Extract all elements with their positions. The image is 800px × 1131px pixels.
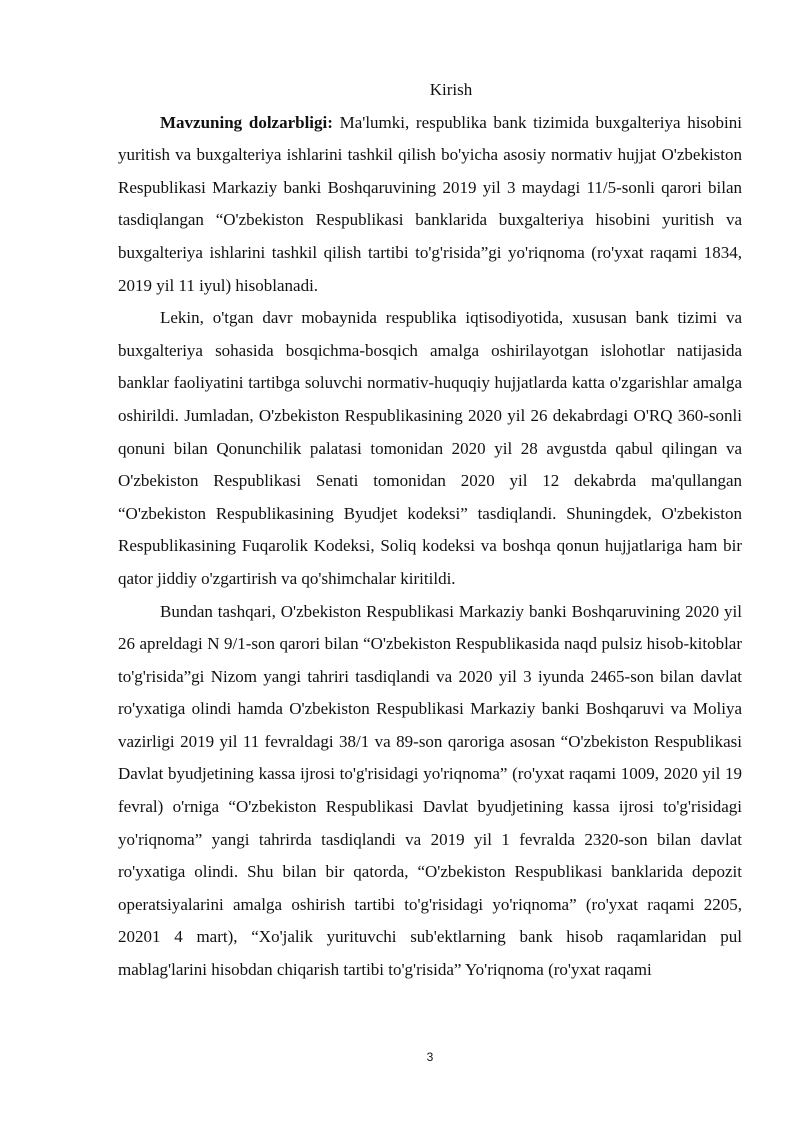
paragraph-3: Bundan tashqari, O'zbekiston Respublikasi Markaziy banki Boshqaruvining 2020 yil 26 apreldagi N 9/1-son qarori bilan “O'zbekiston Respublikasida naqd pulsiz hisob-kitoblar to'g'risida”gi Nizom yangi tahriri tasdiqlandi va 2020 yil 3 iyunda 2465-son bilan davlat ro'yxatiga olindi hamda O'zbekiston Respublikasi Markaziy banki Boshqaruvi va Moliya vazirligi 2019 yil 11 fevraldagi 38/1 va 89-son qaroriga asosan “O'zbekiston Respublikasi Davlat byudjetining kassa ijrosi to'g'risidagi yo'riqnoma” (ro'yxat raqami 1009, 2020 yil 19 fevral) o'rniga “O'zbekiston Respublikasi Davlat byudjetining kassa ijrosi to'g'risidagi yo'riqnoma” yangi tahrirda tasdiqlandi va 2019 yil 1 fevralda 2320-son bilan davlat ro'yxatiga olindi. Shu bilan bir qatorda, “O'zbekiston Respublikasi banklarida depozit operatsiyalarini amalga oshirish tartibi to'g'risidagi yo'riqnoma” (ro'yxat raqami 2205, 20201 4 mart), “Xo'jalik yurituvchi sub'ektlarning bank hisob raqamlaridan pul mablag'larini hisobdan chiqarish tartibi to'g'risida” Yo'riqnoma (ro'yxat raqami [118,601,742,980]
page-title: Kirish [429,80,473,99]
intro-bold-label: Mavzuning dolzarbligi: [160,112,333,132]
paragraph-1 [118,107,742,303]
paragraph-1-text: Ma'lumki, respublika bank tizimida buxgalteriya hisobini yuritish va buxgalteriya ishlarini tashkil qilish bo'yicha asosiy normativ hujjat O'zbekiston Respublikasi Markaziy banki Boshqaruvining 2019 yil 3 maydagi 11/5-sonli qarori bilan tasdiqlangan “O'zbekiston Respublikasi banklarida buxgalteriya hisobini yuritish va buxgalteriya ishlarini tashkil qilish tartibi to'g'risida”gi yo'riqnoma (ro'yxat raqami 1834, 2019 yil 11 iyul) hisoblanadi. [118,112,742,295]
document-body [118,74,742,987]
paragraph-2: Lekin, o'tgan davr mobaynida respublika iqtisodiyotida, xususan bank tizimi va buxgalteriya sohasida bosqichma-bosqich amalga oshirilayotgan islohotlar natijasida banklar faoliyatini tartibga soluvchi normativ-huquqiy hujjatlarda katta o'zgarishlar amalga oshirildi. Jumladan, O'zbekiston Respublikasining 2020 yil 26 dekabrdagi O'RQ 360-sonli qonuni bilan Qonunchilik palatasi tomonidan 2020 yil 28 avgustda qabul qilingan va O'zbekiston Respublikasi Senati tomonidan 2020 yil 12 dekabrda ma'qullangan “O'zbekiston Respublikasining Byudjet kodeksi” tasdiqlandi. Shuningdek, O'zbekiston Respublikasining Fuqarolik Kodeksi, Soliq kodeksi va boshqa qonun hujjatlariga ham bir qator jiddiy o'zgartirish va qo'shimchalar kiritildi. [118,308,742,588]
page-number: 3 [426,1050,434,1064]
